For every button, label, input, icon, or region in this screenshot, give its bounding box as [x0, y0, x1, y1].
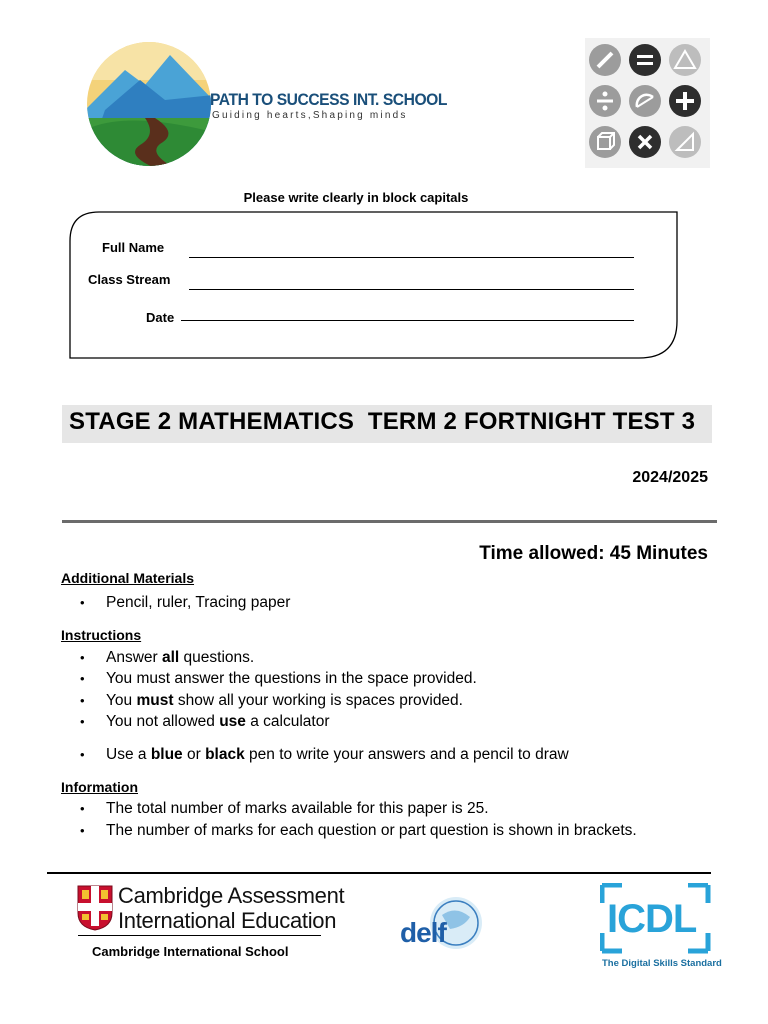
list-item: • Pencil, ruler, Tracing paper [80, 594, 291, 611]
list-item-text: Answer [106, 649, 162, 666]
class-stream-line[interactable] [189, 289, 634, 290]
list-item-text: You must answer the questions in the space provided. [106, 670, 477, 687]
emphasis-text: black [205, 746, 245, 763]
cambridge-logo-line2: International Education [118, 908, 337, 933]
pencil-icon [589, 44, 621, 76]
additional-materials-heading: Additional Materials [61, 570, 195, 586]
cube-icon [589, 126, 621, 158]
delf-logo-text: delf [400, 917, 446, 948]
list-item: • Use a blue or black pen to write your answers and a pencil to draw [80, 746, 569, 763]
list-item-text: Pencil, ruler, Tracing paper [106, 594, 291, 611]
class-stream-label: Class Stream [88, 272, 171, 287]
list-item: • The number of marks for each question or part question is shown in brackets. [80, 822, 637, 839]
emphasis-text: must [136, 692, 174, 709]
date-label: Date [146, 310, 175, 325]
cambridge-crest-icon [77, 885, 113, 931]
multiply-icon [629, 126, 661, 158]
cambridge-rule [78, 935, 321, 936]
date-line[interactable] [181, 320, 634, 321]
list-item-text: questions. [179, 649, 255, 666]
school-logo [85, 40, 213, 168]
set-square-icon [669, 126, 701, 158]
list-item-text: You not allowed [106, 713, 220, 730]
list-item-text: You [106, 692, 137, 709]
academic-year: 2024/2025 [632, 469, 708, 486]
list-item-text: show all your working is spaces provided. [173, 692, 463, 709]
protractor-icon [629, 85, 661, 117]
icdl-tagline: The Digital Skills Standard [602, 958, 722, 969]
test-title: STAGE 2 MATHEMATICS TERM 2 FORTNIGHT TEST 3 [69, 408, 696, 435]
list-item: • You must answer the questions in the space provided. [80, 670, 477, 687]
emphasis-text: blue [150, 746, 183, 763]
school-motto: Guiding hearts,Shaping minds [212, 110, 408, 121]
list-item: • You not allowed use a calculator [80, 713, 330, 730]
list-item: • You must show all your working is spaces provided. [80, 692, 463, 709]
full-name-line[interactable] [189, 257, 634, 258]
list-item-text: The total number of marks available for this paper is 25. [106, 800, 489, 817]
list-item-text: Use a [106, 746, 151, 763]
list-item: • The total number of marks available for this paper is 25. [80, 800, 489, 817]
full-name-label: Full Name [102, 240, 165, 255]
divide-icon [589, 85, 621, 117]
icdl-logo-text: ICDL [607, 897, 697, 941]
list-item-text: a calculator [245, 713, 330, 730]
cambridge-school-label: Cambridge International School [92, 944, 289, 959]
list-item-text: The number of marks for each question or part question is shown in brackets. [106, 822, 637, 839]
list-item: • Answer all questions. [80, 649, 255, 666]
block-capitals-note: Please write clearly in block capitals [243, 190, 469, 205]
emphasis-text: use [219, 713, 246, 730]
equals-icon [629, 44, 661, 76]
cambridge-logo-line1: Cambridge Assessment [118, 883, 345, 908]
information-heading: Information [61, 779, 138, 795]
list-item-text: or [182, 746, 206, 763]
list-item-text: pen to write your answers and a pencil to draw [244, 746, 569, 763]
triangle-icon [669, 44, 701, 76]
math-icon-grid [585, 38, 710, 168]
divider-rule [62, 520, 717, 523]
footer-rule [47, 872, 711, 874]
emphasis-text: all [162, 649, 180, 666]
instructions-heading: Instructions [61, 627, 142, 643]
delf-logo [398, 893, 488, 963]
time-allowed: Time allowed: 45 Minutes [479, 543, 708, 564]
school-name: PATH TO SUCCESS INT. SCHOOL [210, 90, 447, 109]
plus-icon [669, 85, 701, 117]
